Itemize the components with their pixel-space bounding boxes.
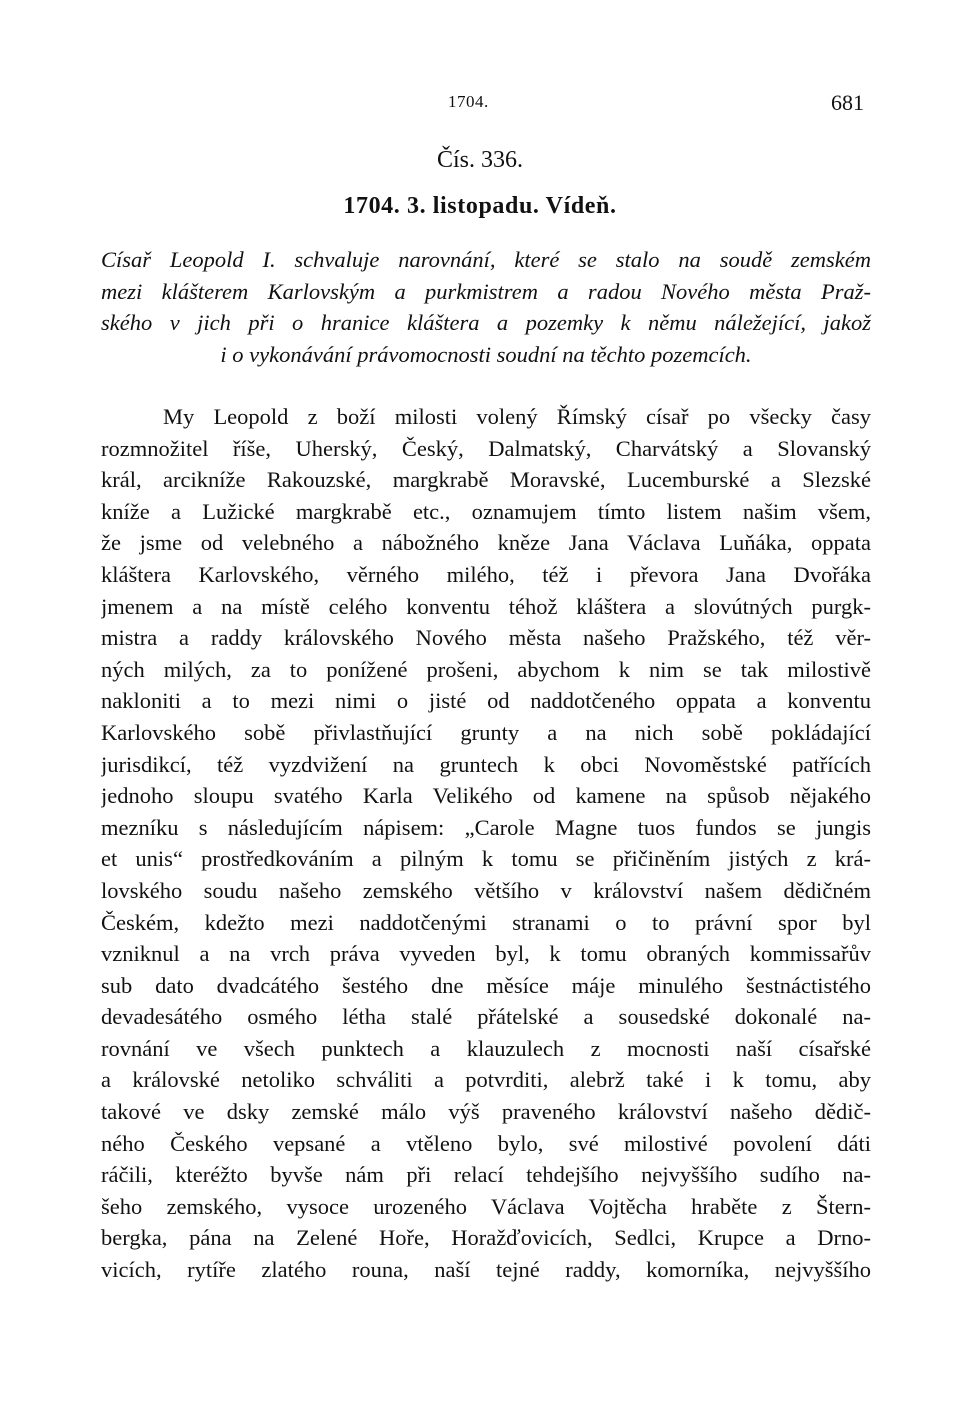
text-line: ráčili, kteréžto byvše nám při relací tehdejšího nejvyššího sudího na- (101, 1162, 871, 1188)
regest-summary (101, 244, 871, 370)
page-number: 681 (831, 90, 864, 115)
text-line: jmenem a na místě celého konventu téhož kláštera a slovútných purgk- (101, 593, 871, 619)
text-line: ného Českého vepsané a vtěleno bylo, své milostivé povolení dáti (101, 1130, 871, 1156)
regest-line: i o vykonávání právomocnosti soudní na těchto pozemcích. (220, 341, 752, 367)
text-line: lovského soudu našeho zemského většího v království našem dědičném (101, 877, 871, 903)
text-line: kláštera Karlovského, věrného milého, též i převora Jana Dvořáka (101, 561, 871, 587)
text-line: My Leopold z boží milosti volený Římský císař po všecky časy (163, 404, 871, 429)
text-line: et unis“ prostředkováním a pilným k tomu se přičiněním jistých z krá- (101, 846, 871, 872)
text-line: sub dato dvadcátého šestého dne měsíce máje minulého šestnáctistého (101, 972, 871, 998)
charter-text (101, 401, 871, 1286)
text-line: ných milých, za to ponížené prošeni, abychom k nim se tak milostivě (101, 656, 871, 682)
text-line: bergka, pána na Zelené Hoře, Horažďovicích, Sedlci, Krupce a Drno- (101, 1225, 871, 1251)
text-line: vicích, rytíře zlatého rouna, naší tejné raddy, komorníka, nejvyššího (101, 1257, 871, 1283)
text-line: kníže a Lužické margkrabě etc., oznamujem tímto listem našim všem, (101, 498, 871, 524)
text-line: rovnání ve všech punktech a klauzulech z mocnosti naší císařské (101, 1035, 871, 1061)
text-line: jurisdikcí, též vyzdvižení na gruntech k obci Novoměstské patřících (101, 751, 871, 777)
text-line: Českém, kdežto mezi naddotčenými stranami o to právní spor byl (101, 909, 871, 935)
text-line: mistra a raddy královského Nového města našeho Pražského, též věr- (101, 625, 871, 651)
text-line: král, arcikníže Rakouzské, margkrabě Moravské, Lucemburské a Slezské (101, 467, 871, 493)
text-line: a královské netoliko schváliti a potvrditi, alebrž také i k tomu, aby (101, 1067, 871, 1093)
running-head: 1704. (448, 92, 489, 111)
document-date-place: 1704. 3. listopadu. Vídeň. (343, 193, 617, 219)
text-line: Karlovského sobě přivlastňující grunty a na nich sobě pokládající (101, 719, 871, 745)
text-line: nakloniti a to mezi nimi o jisté od naddotčeného oppata a konventu (101, 688, 871, 714)
text-line: jednoho sloupu svatého Karla Velikého od kamene na spůsob nějakého (101, 783, 871, 809)
regest-line: ského v jich při o hranice kláštera a pozemky k němu náležející, jakož (101, 310, 871, 335)
text-line: že jsme od velebného a nábožného kněze Jana Václava Luňáka, oppata (101, 530, 871, 556)
text-line: vzniknul a na vrch práva vyveden byl, k tomu obraných kommissařův (101, 941, 871, 967)
text-line: devadesátého osmého létha stalé přátelské a sousedské dokonalé na- (101, 1004, 871, 1030)
regest-line: mezi klášterem Karlovským a purkmistrem a radou Nového města Praž- (101, 278, 871, 304)
text-line: takové ve dsky zemské málo výš praveného království našeho dědič- (101, 1099, 871, 1125)
text-line: šeho zemského, vysoce urozeného Václava Vojtěcha hraběte z Štern- (101, 1193, 871, 1219)
document-number: Čís. 336. (436, 147, 523, 173)
regest-line: Císař Leopold I. schvaluje narovnání, které se stalo na soudě zemském (101, 247, 871, 272)
text-line: mezníku s následujícím nápisem: „Carole Magne tuos fundos se jungis (101, 814, 871, 840)
text-line: rozmnožitel říše, Uherský, Český, Dalmatský, Charvátský a Slovanský (101, 435, 871, 461)
